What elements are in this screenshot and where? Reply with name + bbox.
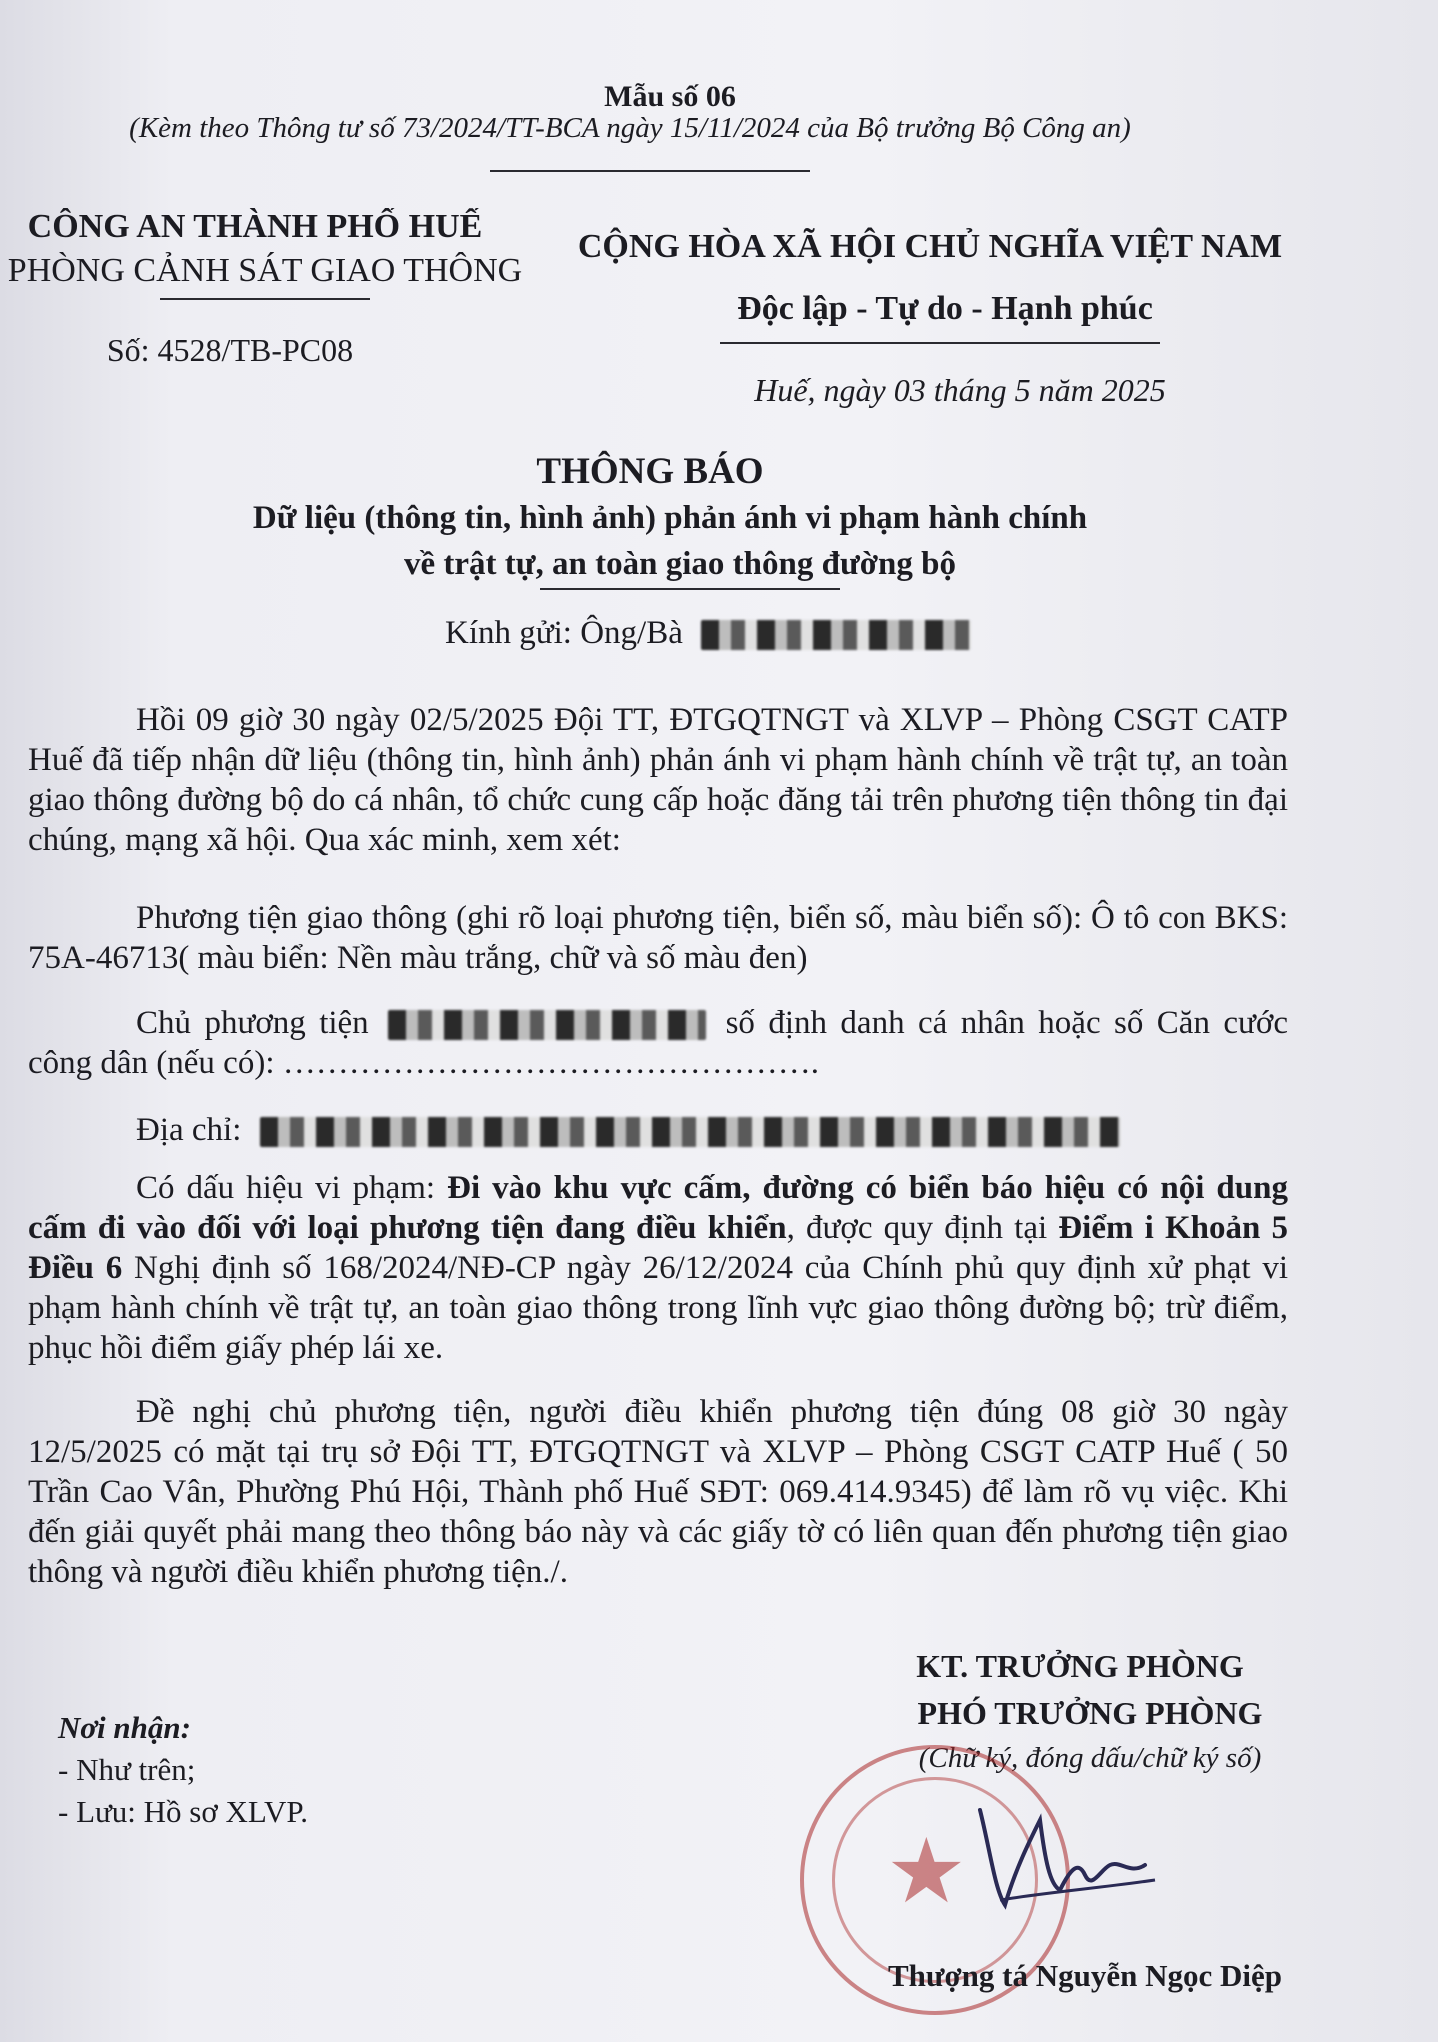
owner-label: Chủ phương tiện: [136, 1005, 369, 1041]
violation-description: Đi vào khu vực cấm, đường có biển báo hiệu có nội dung cấm đi vào đối với loại phương tiện đang điều khiển: [28, 1170, 1288, 1246]
agency-underline: [160, 298, 370, 300]
doc-subtitle-1: Dữ liệu (thông tin, hình ảnh) phản ánh vi phạm hành chính: [252, 500, 1088, 536]
date-line: Huế, ngày 03 tháng 5 năm 2025: [754, 372, 1166, 408]
doc-subtitle-2: về trật tự, an toàn giao thông đường bộ: [403, 546, 956, 582]
paragraph-address: [28, 1110, 1288, 1154]
reference-underline: [490, 170, 810, 172]
recipients-item: - Lưu: Hồ sơ XLVP.: [58, 1794, 308, 1829]
form-reference: (Kèm theo Thông tư số 73/2024/TT-BCA ngày 15/11/2024 của Bộ trưởng Bộ Công an): [129, 112, 1131, 144]
signature-title-1: KT. TRƯỞNG PHÒNG: [916, 1648, 1244, 1684]
violation-regulation: Nghị định số 168/2024/NĐ-CP ngày 26/12/2024 của Chính phủ quy định xử phạt vi phạm hành chính về trật tự, an toàn giao thông trong lĩnh vực giao thông đường bộ; trừ điểm, phục hồi điểm giấy phép lái xe.: [28, 1250, 1289, 1366]
agency-name-1: CÔNG AN THÀNH PHỐ HUẾ: [27, 208, 483, 245]
recipient-label: Kính gửi: Ông/Bà: [445, 615, 683, 651]
paragraph-request: Đề nghị chủ phương tiện, người điều khiển phương tiện đúng 08 giờ 30 ngày 12/5/2025 có mặt tại trụ sở Đội TT, ĐTGQTNGT và XLVP – Phòng CSGT CATP Huế ( 50 Trần Cao Vân, Phường Phú Hội, Thành phố Huế SĐT: 069.414.9345) để làm rõ vụ việc. Khi đến giải quyết phải mang theo thông báo này và các giấy tờ có liên quan đến phương tiện giao thông và người điều khiển phương tiện./.: [28, 1394, 1288, 1590]
redacted-owner-name: [388, 1010, 706, 1040]
owner-id-text: số định danh cá nhân hoặc số Căn cước công dân (nếu có): ………………………………………….: [28, 1005, 1289, 1081]
recipient-line: [445, 615, 1145, 652]
violation-lead: Có dấu hiệu vi phạm:: [136, 1170, 436, 1206]
redacted-recipient-name: [701, 620, 971, 650]
recipients-title: Nơi nhận:: [58, 1710, 191, 1745]
paragraph-receipt: Hồi 09 giờ 30 ngày 02/5/2025 Đội TT, ĐTGQTNGT và XLVP – Phòng CSGT CATP Huế đã tiếp nhận dữ liệu (thông tin, hình ảnh) phản ánh vi phạm hành chính về trật tự, an toàn giao thông đường bộ do cá nhân, tổ chức cung cấp hoặc đăng tải trên phương tiện thông tin đại chúng, mạng xã hội. Qua xác minh, xem xét:: [28, 702, 1288, 858]
paragraph-vehicle: Phương tiện giao thông (ghi rõ loại phương tiện, biển số, màu biển số): Ô tô con BKS: 75A-46713( màu biển: Nền màu trắng, chữ và số màu đen): [28, 900, 1288, 976]
form-number: Mẫu số 06: [604, 80, 736, 113]
paragraph-owner: [28, 1003, 1288, 1091]
signature-note: (Chữ ký, đóng dấu/chữ ký số): [918, 1742, 1262, 1774]
doc-number: Số: 4528/TB-PC08: [106, 332, 354, 368]
subtitle-underline: [540, 588, 840, 590]
doc-title: THÔNG BÁO: [536, 451, 764, 492]
country-name: CỘNG HÒA XÃ HỘI CHỦ NGHĨA VIỆT NAM: [577, 228, 1283, 265]
recipients-item: - Như trên;: [58, 1752, 196, 1787]
violation-clause: Điểm i Khoản 5 Điều 6: [28, 1210, 1289, 1286]
violation-mid: , được quy định tại: [786, 1210, 1048, 1246]
redacted-address: [260, 1117, 1120, 1147]
star-icon: ★: [886, 1819, 967, 1924]
handwritten-signature: [960, 1780, 1160, 1930]
agency-name-2: PHÒNG CẢNH SÁT GIAO THÔNG: [7, 252, 523, 289]
signer-name: Thượng tá Nguyễn Ngọc Diệp: [887, 1958, 1283, 1993]
motto: Độc lập - Tự do - Hạnh phúc: [737, 290, 1153, 327]
address-label: Địa chỉ:: [136, 1112, 242, 1148]
paragraph-violation: [28, 1168, 1288, 1378]
motto-underline: [720, 342, 1160, 344]
signature-title-2: PHÓ TRƯỞNG PHÒNG: [917, 1695, 1263, 1731]
